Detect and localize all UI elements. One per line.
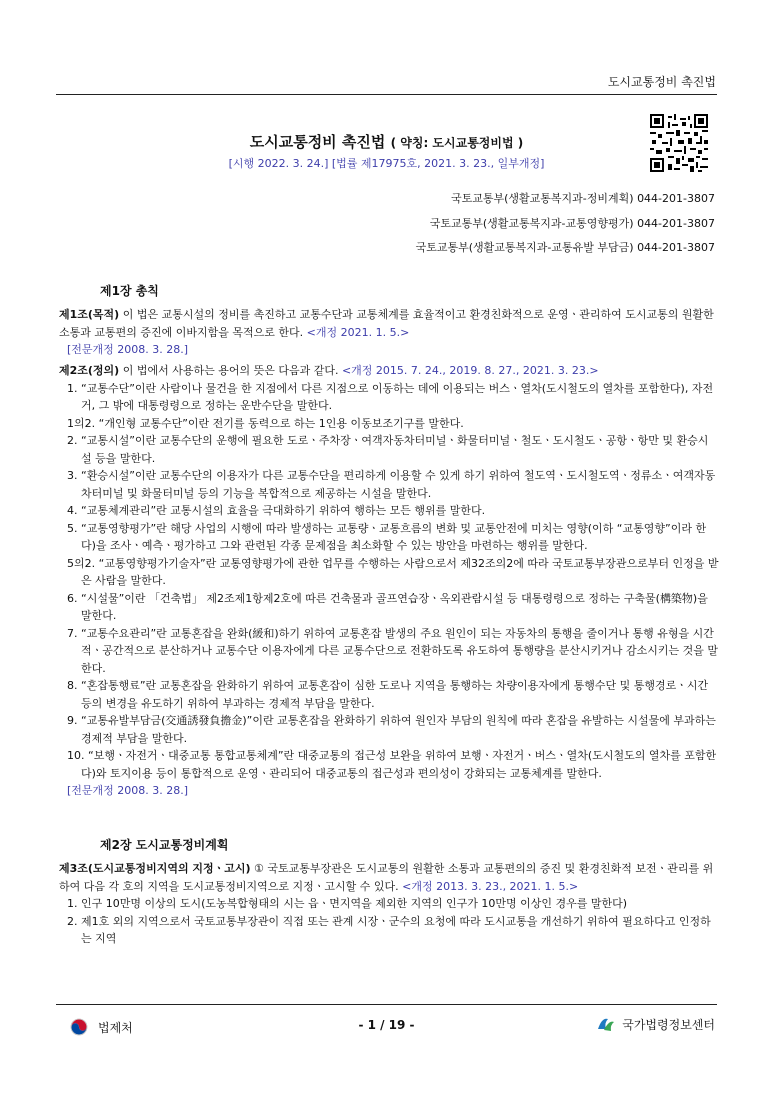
definition-item: 8. “혼잡통행료”란 교통혼잡을 완화하기 위하여 교통혼잡이 심한 도로나 지역을 통행하는 차량이용자에게 통행수단 및 통행경로ㆍ시간 등의 변경을 유도하기 위하여 부과하는 경제적 부담을 말한다. (67, 679, 709, 710)
contact-line: 국토교통부(생활교통복지과-교통영향평가) 044-201-3807 (429, 217, 715, 230)
chapter-heading: 제1장 총칙 (100, 284, 159, 298)
definition-item: 10. “보행ㆍ자전거ㆍ대중교통 통합교통체계”란 대중교통의 접근성 보완을 위하여 보행ㆍ자전거ㆍ버스ㆍ열차(도시철도의 열차를 포함한다)와 토지이용 등이 통합적으로 운영ㆍ관리되어 대중교통의 접근성과 편의성이 강화되는 교통체계를 말한다. (67, 749, 717, 780)
amendment-note[interactable]: <개정 2021. 1. 5.> (306, 325, 410, 339)
article-2 (59, 362, 719, 800)
article-label: 제1조(목적) (59, 308, 120, 321)
article-label: 제2조(정의) (59, 364, 120, 377)
contact-line: 국토교통부(생활교통복지과-교통유발 부담금) 044-201-3807 (415, 241, 715, 254)
clause-item: 2. 제1호 외의 지역으로서 국토교통부장관이 직접 또는 관계 시장ㆍ군수의 요청에 따라 도시교통을 개선하기 위하여 필요하다고 인정하는 지역 (67, 914, 711, 945)
article-text: ① 국토교통부장관은 도시교통의 원활한 소통과 교통편의의 증진 및 환경친화적 보전ㆍ관리를 위하여 다음 각 호의 지역을 도시교통정비지역으로 지정ㆍ고시할 수 있다. (59, 862, 714, 893)
law-name: 도시교통정비 촉진법 (249, 133, 386, 151)
law-abbreviation: ( 약칭: 도시교통정비법 ) (390, 136, 524, 150)
footer-rule (56, 1004, 717, 1005)
article-1 (59, 306, 719, 359)
definition-item: 5. “교통영향평가”란 해당 사업의 시행에 따라 발생하는 교통량ㆍ교통흐름의 변화 및 교통안전에 미치는 영향(이하 “교통영향”이라 한다)을 조사ㆍ예측ㆍ평가하고 그와 관련된 각종 문제점을 최소화할 수 있는 방안을 마련하는 행위를 말한다. (67, 521, 707, 552)
amendment-note[interactable]: <개정 2013. 3. 23., 2021. 1. 5.> (402, 879, 579, 893)
enforcement-info: [시행 2022. 3. 24.] [법률 제17975호, 2021. 3. 23., 일부개정] (228, 157, 545, 170)
footer-left-text: 법제처 (98, 1020, 133, 1035)
definition-item: 1의2. “개인형 교통수단”이란 전기를 동력으로 하는 1인용 이동보조기구를 말한다. (67, 416, 464, 430)
law-info-center-icon (596, 1015, 616, 1033)
chapter-heading: 제2장 도시교통정비계획 (100, 838, 229, 852)
definition-item: 7. “교통수요관리”란 교통혼잡을 완화(緩和)하기 위하여 교통혼잡 발생의 주요 원인이 되는 자동차의 통행을 줄이거나 통행 유형을 시간적ㆍ공간적으로 분산하거나 교통수단 이용자에게 다른 교통수단으로 전환하도록 유도하여 통행량을 분산시키거나 감소시키는 것을 말한다. (67, 626, 719, 675)
amendment-note[interactable]: <개정 2015. 7. 24., 2019. 8. 27., 2021. 3. 23.> (341, 364, 599, 377)
qr-code-icon[interactable] (650, 114, 708, 172)
definition-item: 5의2. “교통영향평가기술자”란 교통영향평가에 관한 업무를 수행하는 사람으로서 제32조의2에 따라 국토교통부장관으로부터 인정을 받은 사람을 말한다. (67, 556, 719, 587)
article-text: 이 법은 교통시설의 정비를 촉진하고 교통수단과 교통체계를 효율적이고 환경친화적으로 운영ㆍ관리하여 도시교통의 원활한 소통과 교통편의 증진에 이바지함을 목적으로 한다. (59, 308, 714, 339)
definition-item: 3. “환승시설”이란 교통수단의 이용자가 다른 교통수단을 편리하게 이용할 수 있게 하기 위하여 철도역ㆍ도시철도역ㆍ정류소ㆍ여객자동차터미널 및 화물터미널 등의 기능을 복합적으로 제공하는 시설을 말한다. (67, 469, 716, 500)
article-label: 제3조(도시교통정비지역의 지정ㆍ고시) (59, 862, 251, 875)
contact-line: 국토교통부(생활교통복지과-정비계획) 044-201-3807 (451, 192, 715, 205)
page-number: - 1 / 19 - (358, 1018, 415, 1032)
definition-item: 9. “교통유발부담금(交通誘發負擔金)”이란 교통혼잡을 완화하기 위하여 원인자 부담의 원칙에 따라 혼잡을 유발하는 시설물에 부과하는 경제적 부담을 말한다. (67, 714, 716, 745)
definition-item: 1. “교통수단”이란 사람이나 물건을 한 지점에서 다른 지점으로 이동하는 데에 이용되는 버스ㆍ열차(도시철도의 열차를 포함한다), 자전거, 그 밖에 대통령령으로 정하는 운반수단을 말한다. (67, 381, 714, 412)
history-note: [전문개정 2008. 3. 28.] (67, 784, 189, 797)
header-rule (56, 94, 717, 95)
footer-source (596, 1015, 715, 1033)
running-header: 도시교통정비 촉진법 (607, 75, 716, 89)
article-text: 이 법에서 사용하는 용어의 뜻은 다음과 같다. (119, 364, 342, 377)
article-3 (59, 860, 719, 948)
definition-item: 6. “시설물”이란 「건축법」 제2조제1항제2호에 따른 건축물과 골프연습장ㆍ옥외관람시설 등 대통령령으로 정하는 구축물(構築物)을 말한다. (67, 591, 708, 622)
clause-item: 1. 인구 10만명 이상의 도시(도농복합형태의 시는 읍ㆍ면지역을 제외한 지역의 인구가 10만명 이상인 경우를 말한다) (67, 897, 628, 910)
definition-item: 2. “교통시설”이란 교통수단의 운행에 필요한 도로ㆍ주차장ㆍ여객자동차터미널ㆍ화물터미널ㆍ철도ㆍ도시철도ㆍ공항ㆍ항만 및 환승시설 등을 말한다. (67, 434, 709, 465)
definition-item: 4. “교통체계관리”란 교통시설의 효율을 극대화하기 위하여 행하는 모든 행위를 말한다. (67, 504, 486, 517)
footer-right-text: 국가법령정보센터 (622, 1017, 715, 1032)
history-note: [전문개정 2008. 3. 28.] (67, 343, 189, 356)
